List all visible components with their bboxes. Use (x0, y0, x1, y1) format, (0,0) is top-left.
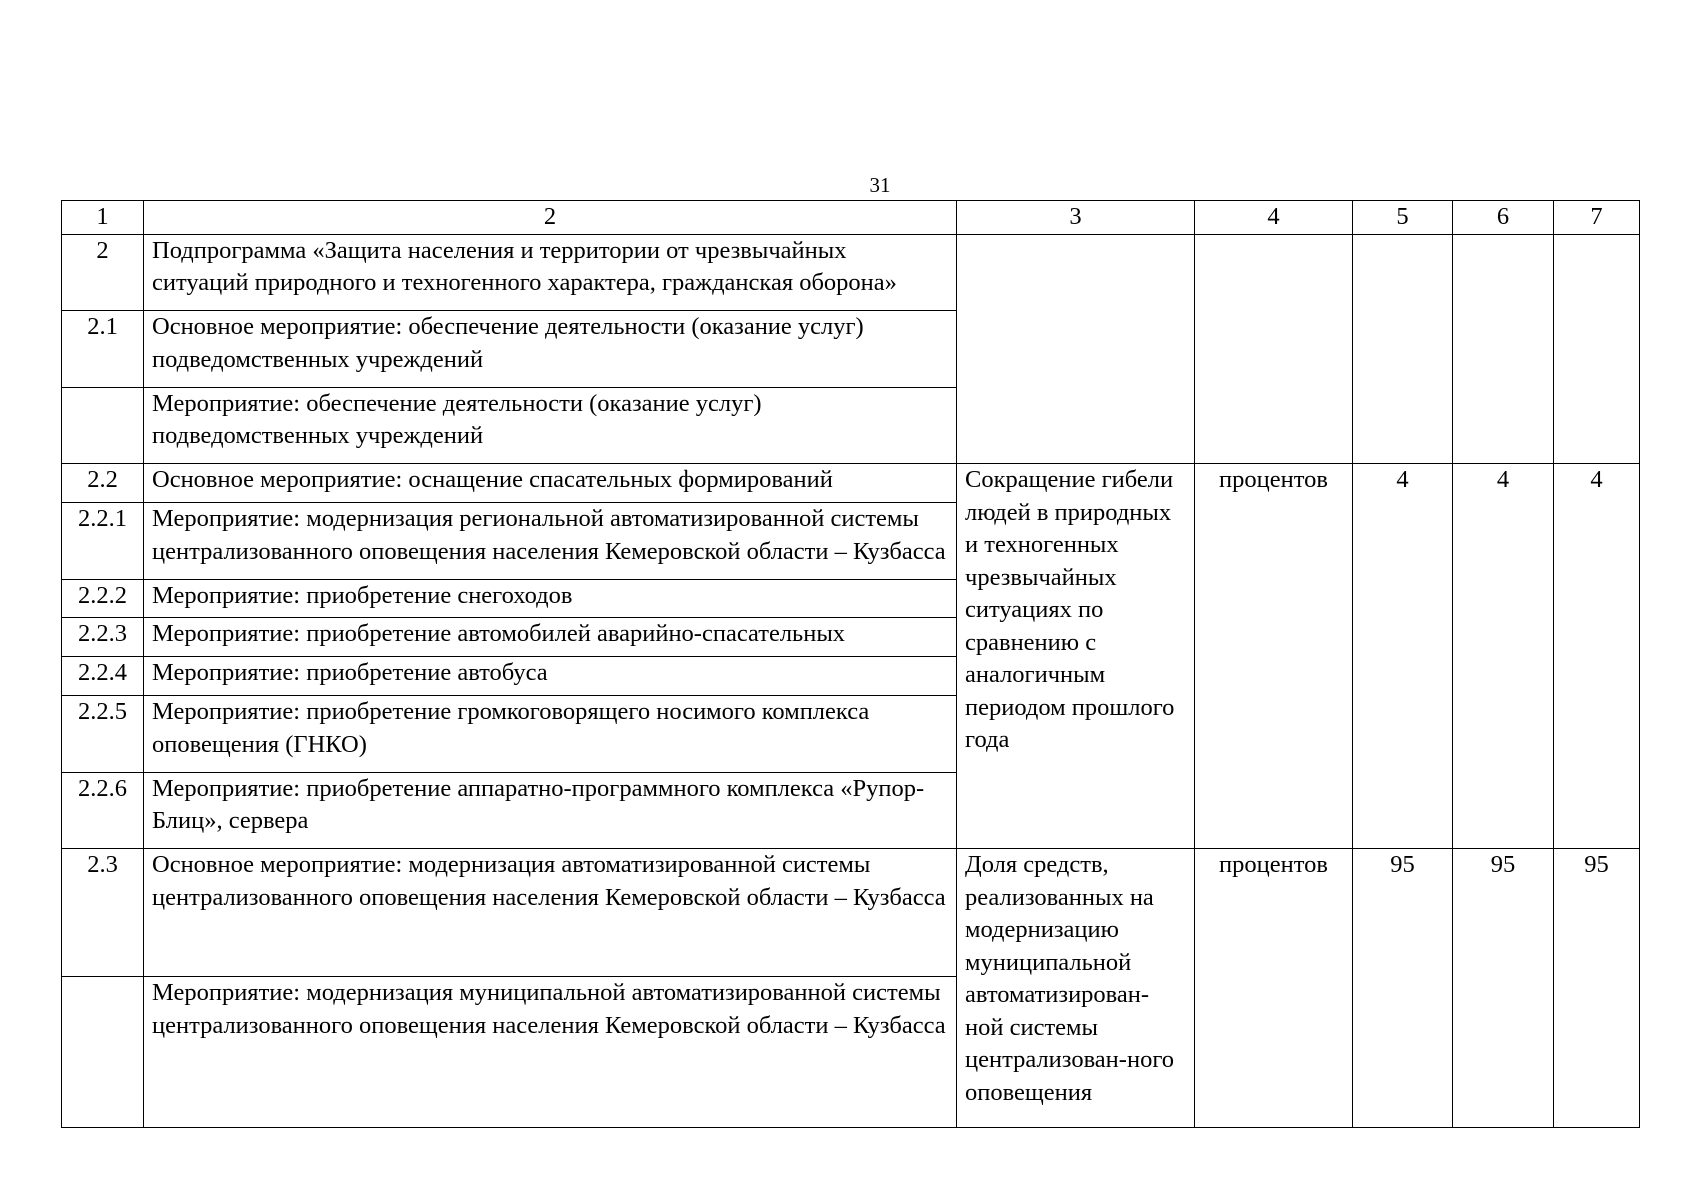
row-number (62, 977, 144, 1128)
row-text: Мероприятие: приобретение громкоговорящего носимого комплекса оповещения (ГНКО) (144, 696, 957, 773)
row-number: 2.2.1 (62, 503, 144, 580)
column-header: 4 (1195, 201, 1353, 235)
column-header: 1 (62, 201, 144, 235)
column-header: 5 (1353, 201, 1453, 235)
row-number: 2.2.6 (62, 772, 144, 849)
row-text: Основное мероприятие: оснащение спасательных формирований (144, 464, 957, 503)
row-text: Основное мероприятие: обеспечение деятельности (оказание услуг) подведомственных учреждений (144, 311, 957, 388)
indicator-name: Сокращение гибели людей в природных и техногенных чрезвычайных ситуациях по сравнению с аналогичным периодом прошлого года (957, 464, 1195, 849)
value-cell-empty (1353, 234, 1453, 464)
unit-cell-empty (1195, 234, 1353, 464)
row-number: 2.3 (62, 849, 144, 977)
row-number: 2.2.2 (62, 579, 144, 618)
indicator-value-7: 95 (1554, 849, 1640, 1128)
indicator-value-6: 95 (1453, 849, 1554, 1128)
table-row (62, 234, 1640, 311)
indicator-value-6: 4 (1453, 464, 1554, 849)
row-number: 2.2.4 (62, 657, 144, 696)
page-number: 31 (869, 173, 891, 197)
row-text: Мероприятие: приобретение автомобилей аварийно-спасательных (144, 618, 957, 657)
indicators-table (61, 200, 1640, 1128)
indicator-unit: процентов (1195, 849, 1353, 1128)
row-text: Мероприятие: приобретение аппаратно-программного комплекса «Рупор-Блиц», сервера (144, 772, 957, 849)
row-text: Подпрограмма «Защита населения и территории от чрезвычайных ситуаций природного и техногенного характера, гражданская оборона» (144, 234, 957, 311)
column-header: 7 (1554, 201, 1640, 235)
row-text: Мероприятие: модернизация муниципальной автоматизированной системы централизованного оповещения населения Кемеровской области – Кузбасса (144, 977, 957, 1128)
indicator-value-5: 4 (1353, 464, 1453, 849)
row-text: Мероприятие: обеспечение деятельности (оказание услуг) подведомственных учреждений (144, 387, 957, 464)
value-cell-empty (1453, 234, 1554, 464)
value-cell-empty (1554, 234, 1640, 464)
row-number: 2 (62, 234, 144, 311)
row-text: Мероприятие: приобретение автобуса (144, 657, 957, 696)
column-header: 3 (957, 201, 1195, 235)
indicator-cell-empty (957, 234, 1195, 464)
table-row (62, 849, 1640, 977)
row-text: Мероприятие: приобретение снегоходов (144, 579, 957, 618)
table-row (62, 464, 1640, 503)
row-text: Основное мероприятие: модернизация автоматизированной системы централизованного оповещения населения Кемеровской области – Кузбасса (144, 849, 957, 977)
row-text: Мероприятие: модернизация региональной автоматизированной системы централизованного оповещения населения Кемеровской области – Кузбасса (144, 503, 957, 580)
indicator-value-5: 95 (1353, 849, 1453, 1128)
indicator-name: Доля средств, реализованных на модернизацию муниципальной автоматизирован-ной системы централизован-ного оповещения (957, 849, 1195, 1128)
row-number (62, 387, 144, 464)
indicator-value-7: 4 (1554, 464, 1640, 849)
indicator-unit: процентов (1195, 464, 1353, 849)
row-number: 2.2 (62, 464, 144, 503)
row-number: 2.1 (62, 311, 144, 388)
row-number: 2.2.5 (62, 696, 144, 773)
table-header-row (62, 201, 1640, 235)
column-header: 2 (144, 201, 957, 235)
column-header: 6 (1453, 201, 1554, 235)
row-number: 2.2.3 (62, 618, 144, 657)
